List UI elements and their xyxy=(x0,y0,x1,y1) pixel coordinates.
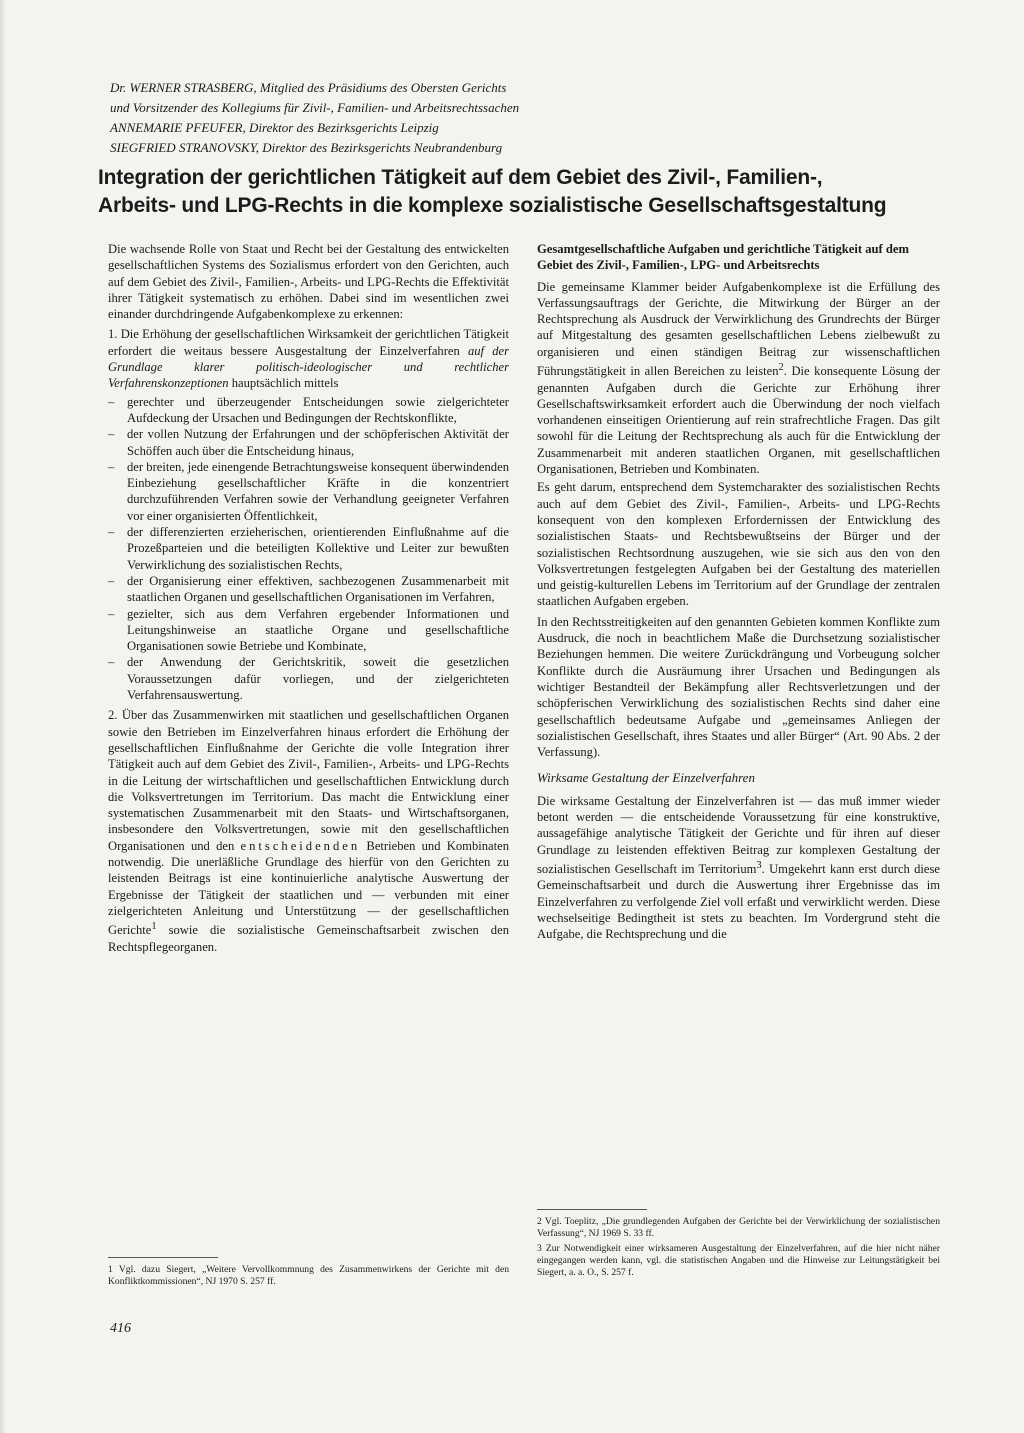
footnote-ref-3: 3 xyxy=(756,859,762,871)
author-line-3: ANNEMARIE PFEUFER, Direktor des Bezirksgerichts Leipzig xyxy=(110,120,439,135)
right-paragraph-3: In den Rechtsstreitigkeiten auf den genannten Gebieten kommen Konflikte zum Ausdruck, die noch in beachtlichem Maße die Durchsetzung sozialistischer Beziehungen hemmen. Die weitere Zurückdrängung und Vorbeugung solcher Konflikte durch die Ausräumung ihrer Ursachen und Bedingungen als wichtiger Bestandteil der Bekämpfung aller Rechtsverletzungen und der schöpferischen Verwirklichung des sozialistischen Rechts sind daher eine gesellschaftlich bedeutsame Aufgabe und „gemeinsames Anliegen der sozialistischen Gesellschaft, ihres Staates und aller Bürger“ (Art. 90 Abs. 2 der Verfassung). xyxy=(537,614,940,760)
left-column xyxy=(108,241,509,957)
author-line-4: SIEGFRIED STRANOVSKY, Direktor des Bezirksgerichts Neubrandenburg xyxy=(110,140,503,155)
footnote-rule xyxy=(537,1209,647,1210)
footnote-3: 3 Zur Notwendigkeit einer wirksameren Ausgestaltung der Einzelverfahren, auf die hier nicht näher eingegangen werden kann, vgl. die statistischen Angaben und die Hinweise zur Leitungstätigkeit bei Siegert, a. a. O., S. 257 f. xyxy=(537,1243,940,1278)
footnote-ref-2: 2 xyxy=(778,362,784,374)
list-item: – der differenzierten erzieherischen, orientierenden Einflußnahme auf die Prozeßparteien und die beteiligten Kollektive und Leiter zur bewußten Verwirklichung des sozialistischen Rechts, xyxy=(108,524,509,573)
list-item: – gerechter und überzeugender Entscheidungen sowie zielgerichteter Aufdeckung der Ursachen und Bedingungen der Rechtskonflikte, xyxy=(108,394,509,427)
point-1-emphasis: auf der Grundlage klarer politisch-ideologischer und rechtlicher Verfahrenskonzeptionen xyxy=(108,343,509,391)
point-1-text-a: 1. Die Erhöhung der gesellschaftlichen Wirksamkeit der gerichtlichen Tätigkeit erfordert die weitaus bessere Ausgestaltung der Einzelverfahren xyxy=(108,327,509,358)
footnotes-left xyxy=(108,1257,509,1291)
footnotes-right xyxy=(537,1209,940,1282)
footnote-1: 1 Vgl. dazu Siegert, „Weitere Vervollkommnung des Zusammenwirkens der Gerichte mit den Konfliktkommissionen“, NJ 1970 S. 257 ff. xyxy=(108,1264,509,1287)
right-paragraph-4 xyxy=(537,793,940,943)
article-title xyxy=(98,164,938,220)
list-item: – gezielter, sich aus dem Verfahren ergebender Informationen und Leitungshinweise an staatliche Organe und gesellschaftliche Organisationen sowie Betriebe und Kombinate, xyxy=(108,606,509,655)
right-p4-text-b: . Umgekehrt kann erst durch diese Gemeinschaftsarbeit und durch die Auswertung ihrer Ergebnisse das im Einzelverfahren zu verfolgende Ziel voll erfaßt und verwirklicht werden. Diese wechselseitige Bedingtheit ist stets zu beachten. Im Vordergrund steht die Aufgabe, die Rechtsprechung und die xyxy=(537,862,940,942)
right-p1-text-a: Die gemeinsame Klammer beider Aufgabenkomplexe ist die Erfüllung des Verfassungsauftrags der Gerichte, die Mitwirkung der Bürger an der Rechtsprechung als Ausdruck der Verwirklichung des Grundrechts der Bürger auf Mitgestaltung des gesamten gesellschaftlichen Lebens zielbewußt zu organisieren und einen ständigen Beitrag zur wissenschaftlichen Führungstätigkeit in allen Bereichen zu leisten xyxy=(537,279,940,379)
section-heading-1: Gesamtgesellschaftliche Aufgaben und gerichtliche Tätigkeit auf dem Gebiet des Zivil-, Familien-, LPG- und Arbeitsrechts xyxy=(537,242,909,273)
list-item: – der breiten, jede einengende Betrachtungsweise konsequent überwindenden Einbeziehung gesellschaftlicher Kräfte in die konzentriert durchzuführenden Verfahren sowie der Verhandlung geeigneter Verfahren vor einer organisierten Öffentlichkeit, xyxy=(108,459,509,524)
right-p4-text-a: Die wirksame Gestaltung der Einzelverfahren ist — das muß immer wieder betont werden — die entscheidende Voraussetzung für eine konstruktive, aussagefähige analytische Tätigkeit der Gerichte und für ihren auf dieser Grundlage zu leistenden effektiven Beitrag zur komplexen Gestaltung der sozialistischen Gesellschaft im Territorium xyxy=(537,793,940,877)
point-1-text-b: hauptsächlich mittels xyxy=(228,376,339,391)
list-item: – der Anwendung der Gerichtskritik, soweit die gesetzlichen Voraussetzungen dafür vorliegen, und der zielgerichteten Verfahrensauswertung. xyxy=(108,654,509,703)
footnote-ref-1: 1 xyxy=(151,921,157,933)
point-2-text-b: Betrieben und Kombinaten notwendig. Die unerläßliche Grundlage des hierfür von den Gerichten zu leistenden Beitrags ist eine kontinuierliche analytische Auswertung der Ergebnisse der Tätigkeit der staatlichen und — verbunden mit einer zielgerichteten Anleitung und Unterstützung — der gesellschaftlichen Gerichte xyxy=(108,838,510,938)
right-paragraph-2: Es geht darum, entsprechend dem Systemcharakter des sozialistischen Rechts auch auf dem Gebiet des Zivil-, Familien-, Arbeits- und LPG-Rechts konsequent von den komplexen Erfordernissen der Entwicklung des sozialistischen Staats- und Rechtsbewußtseins der Bürger und der sozialistischen Rechtsordnung auszugehen, wie sie sich aus den von den Volksvertretungen festgelegten Aufgaben bei der Gestaltung des materiellen und geistig-kulturellen Lebens im Territorium auf der Grundlage der zentralen staatlichen Aufgaben ergeben. xyxy=(537,480,940,609)
list-item: – der vollen Nutzung der Erfahrungen und der schöpferischen Aktivität der Schöffen auch über die Entscheidung hinaus, xyxy=(108,426,509,459)
section-heading-2: Wirksame Gestaltung der Einzelverfahren xyxy=(537,770,755,786)
page-number: 416 xyxy=(110,1321,131,1336)
list-item: – der Organisierung einer effektiven, sachbezogenen Zusammenarbeit mit staatlichen Organen und gesellschaftlichen Organisationen im Verfahren, xyxy=(108,573,509,606)
author-block xyxy=(110,78,910,158)
measures-list xyxy=(108,394,509,704)
footnote-rule xyxy=(108,1257,218,1258)
intro-paragraph: Die wachsende Rolle von Staat und Recht bei der Gestaltung des entwickelten gesellschaftlichen Systems des Sozialismus erfordert von den Gerichten, auch auf dem Gebiet des Zivil-, Familien-, Arbeits- und LPG-Rechts die Effektivität ihrer Tätigkeit systematisch zu erhöhen. Dabei sind im wesentlichen zwei einander durchdringende Aufgabenkomplexe zu erkennen: xyxy=(108,242,509,322)
point-2-text-a: 2. Über das Zusammenwirken mit staatlichen und gesellschaftlichen Organen sowie den Betrieben im Einzelverfahren hinaus erfordert die Erhöhung der gesellschaftlichen Einflußnahme der Gerichte die volle Integration ihrer Tätigkeit auch auf dem Gebiet des Zivil-, Familien-, Arbeits- und LPG-Rechts in die Leitung der wirtschaftlichen und gesellschaftlichen Entwicklung durch die Volksvertretungen im Territorium. Das macht die Entwicklung einer systematischen Zusammenarbeit mit den Staats- und Wirtschaftsorganen, insbesondere den Volksvertretungen, sowie mit den gesellschaftlichen Organisationen und den xyxy=(108,708,509,853)
point-2-paragraph xyxy=(108,707,509,955)
title-line-2: Arbeits- und LPG-Rechts in die komplexe sozialistische Gesellschaftsgestaltung xyxy=(98,194,887,217)
author-line-2: und Vorsitzender des Kollegiums für Zivil-, Familien- und Arbeitsrechtssachen xyxy=(110,100,520,115)
page-edge-shadow xyxy=(0,0,6,1433)
right-column xyxy=(537,241,940,945)
author-line-1: Dr. WERNER STRASBERG, Mitglied des Präsidiums des Obersten Gerichts xyxy=(110,80,507,95)
footnote-2: 2 Vgl. Toeplitz, „Die grundlegenden Aufgaben der Gerichte bei der Verwirklichung der sozialistischen Verfassung“, NJ 1969 S. 33 ff. xyxy=(537,1216,940,1239)
point-2-spaced-word: entscheidenden xyxy=(240,838,361,853)
right-paragraph-1 xyxy=(537,279,940,478)
title-line-1: Integration der gerichtlichen Tätigkeit auf dem Gebiet des Zivil-, Familien-, xyxy=(98,166,823,189)
point-1-paragraph xyxy=(108,326,509,391)
point-2-text-c: sowie die sozialistische Gemeinschaftsarbeit zwischen den Rechtspflegeorganen. xyxy=(108,923,509,954)
right-p1-text-b: . Die konsequente Lösung der genannten Aufgaben durch die Gerichte zur Erhöhung ihrer Gesellschaftswirksamkeit erfordert auch die Überwindung der noch vielfach vorhandenen einseitigen Orientierung auf rein strafrechtliche Fragen. Das gilt sowohl für die Leitung der Rechtsprechung als auch für die Entwicklung der Zusammenarbeit mit anderen staatlichen Organen, mit gesellschaftlichen Organisationen, Betrieben und Kombinaten. xyxy=(537,364,940,477)
